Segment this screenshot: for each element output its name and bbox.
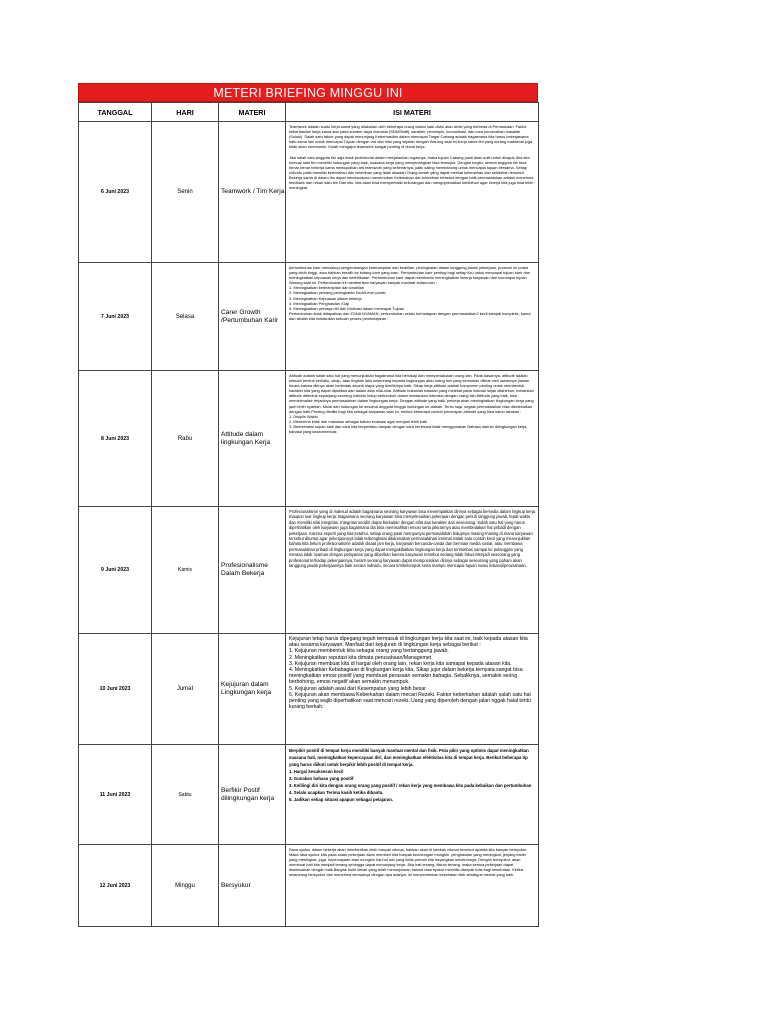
row-content: pertumbuhan karir mencakup pengembangan keterampilan dan keahlian, peningkatan dalam tanggung jawab pekerjaan, promosi ke posisi yang lebih tinggi, atau bahkan beralih ke bidang karir yang baru. Pertumbuhan karir penting bagi setiap Kru untuk mencapai tujuan karir dan meningkatkan kepuasan kerja dan keterlibatan. Pertumbuhan karir dapat membantu meningkatkan kinerja karyawan dan mencapai tujuan Warung saat ini. Pertumbuhan ini memberikan karyawan banyak manfaat antara lain : 1. Meningkatkan keterampilan dan keahlian 2. Meningkatkan peluang peningkatan Karir/Level posisi 3. Meningkatkan Kepuasan dalam bekerja 4. Meningkatkan Penghasilan /Gaji 5. Meningkatkan percaya diri dan Motivasi dalam mencapai Tujuan Pertumbuhan tidak didapatkan dari ZONA NYAMAN, pertumbuhan selalu berhadapan dengan permasalahan2 kecil sampai kompleks, karna dari situlah kita melakukan sebuah proses pembelajaran. xyxy=(286,263,539,371)
row-content: Attitude adalah salah satu hal yang menunjukkan bagaimana kita bersikap dan memperlakukan orang lain. Pada dasarnya, attitude adalah sebuah bentuk perilaku, sikap, atau tingkah laku seseorang kepada lingkungan atau orang lain yang kemudian dilihat oleh lawannya (lawan bicara bahwa dirinya akan bertindak seperti siapa yang dimilikinya baik. Sikap kerja attitude adalah komponen penting untuk membentuk karakter kita yang dapat dijadikan dari dalam atau nilai-nilai. Attitude bukanlah bawaan yang melekat pada individu sejak dilahirkan, melainkan attitude dibentuk sepanjang seorang individu hidup bertumbuh dalam melakukan interaksi dengan orang lain.Attitude yang baik, bisa meminimalisir terjadinya permasalahan dalam lingkungan kerja. Dengan attitude yang baik, pekerja akan meningkatkan lingkungan kerja yang jauh lebih nyaman. Mulai dari hubungan ke sesama anggota hingga hubungan ke atasan. Tentu saja, segala permasalahan bisa diselesaikan dengan baik.Penting dimiliki bagi kita sebagai karyawan saat ini, berikut beberapa contoh penerapan attitude yang bisa kamu lakukan : 1. Disiplin Waktu 2. Menerima kritik dan masukan sebagai bahan evaluasi agar menjadi lebih baik 3. Berinteraksi sopan baik dari cara kita berperilaku tampak dengan cara berbicara tidak menggunakan Bahasa daerah dilingkungan kerja, bahasa yang kasar/mencak xyxy=(286,371,539,507)
briefing-table xyxy=(78,102,539,927)
row-topic: Berfikir Postif dilingkungan kerja xyxy=(219,745,286,845)
row-day: Rabu xyxy=(152,371,219,507)
table-row xyxy=(79,634,539,745)
row-content: Berpikir positif di tempat kerja memiliki banyak manfaat mental dan fisik. Pola pikir yang optimis dapat meningkatkan suasana hati, meningkatkan kepercayaan diri, dan meningkatkan efektivitas kita di tempat kerja. Berikut beberapa tip yang harus diikuti untuk berpikir lebih positif di tempat kerja. 1. Hargai kesuksesan kecil 2. Gunakan bahasa yang positif 3. Kelilingi diri kita dengan orang orang yang positif / rekan kerja yang membawa kita pada kebaikan dan pertumbuhan 4. Selalu ucapkan Terima kasih ketika dibantu. 5. Jadikan setiap situasi apapun sebagai pelajaran. xyxy=(286,745,539,845)
row-date: 10 Juni 2023 xyxy=(79,634,152,745)
row-topic: Carer Growth /Pertumbuhan Karir xyxy=(219,263,286,371)
table-row xyxy=(79,122,539,263)
table-row xyxy=(79,745,539,845)
sheet-title: METERI BRIEFING MINGGU INI xyxy=(78,83,538,102)
row-day: Senin xyxy=(152,122,219,263)
row-content: Rasa syukur dalam bekerja akan memberikan lebih banyak nikmat, bahkan akan di tambah nikmat tersebut apabila kita banyak bersyukur. Maka rasa syukur kita pada suatu pekerjaan akan memberi kita banyak keuntungan mungkin penghasilan yang meningkat, jenjang karier yang meningkat, juga kepercayaan atau mungkin hal-hal lain yang tidak pernah kita bayangkan sebelumnya. Dengan bersyukur, akan membuat hati kita menjadi tenang sehingga dapat menunjang kerja. Jika hati tenang, fikiran tenang, maka semua pekerjaan dapat diselesaikan dengan baik.Banyak bukti ilmiah yang telah menunjukkan bahwa rasa syukur memiliki dampak luas bagi kesehatan. Ketika seseorang bersyukur dan menerima semuanya dengan apa adanya, ini mencerminkan kesehatan fisik sekaligus mental yang baik. xyxy=(286,845,539,927)
row-content: Kejujuran tetap harus dipegang teguh termasuk di lingkungan kerja kita saat ini, baik kepada atasan kita atau sesama karyawan. Manfaat dari kejujuran di lingkungan kerja sebagai berikut : 1. Kejujuran membentuk kita sebagai orang yang bertanggung jawab. 2. Meningkatkan reputasi kita dimata perusahaan/Managemet 3. Kejujuran membuat kita di hargai oleh orang lain, rekan kerja kita samapai kepada atasan kita. 4. Meningkatkan Kebahagiaan di lingkungan kerja kita, Sikap jujur dalam bekerja ternyata sangat bisa meningkatkan emosi positif yang membuat perasaan semakin bahagia. Sebaliknya, semakin sering berbohong, emosi negatif akan semakin menumpuk. 5. Kejujuran adalah awal dari Kesempatan yang lebih besar 6. Kejujuran akan membawa Keberkahan dalam mecari Rezeki. Faktor keberkahan adalah salah satu hal penting yang wajib diperhatikan saat mencari rezeki. Uang yang diperoleh dengan jalan nggak halal tentu kurang berkah. xyxy=(286,634,539,745)
row-content: Profesionalisme yang di maksud adalah bagaimana seorang karyawan bisa menempatkan dirinya sebagai bersedia dalam lingkup kerja maupun luar lingkup kerja. Bagaimana seorang karyawan bisa menyelesaikan pekerjaan dengan penuh tanggung jawab, tepat waktu dan memiliki nilai integritas. Integritas sendiri dapat berkaitan dengan sifat dan karakter dari seseorang. Salah satu hal yang harus diperhatikan oleh karyawan juga bagaimana dia bisa memisahkan emosi serta pikirannya atau membedakan hal pribadi dengan pekerjaan. Karena seperti yang kita ketahui, setiap orang pasti mempunyai permasalahan hidupnya masing-masing di mana karyawan tersebut dituntut agar pekerjaannya tidak terbengkalai dikarenakan permasalahan internal.Salah satu contoh kecil yang menunjukkan bahwa kita belum profesionalisme adalah disaat jam kerja, karyawan bercanda-canda dan bermain media sosial, atau membawa permasalahan pribadi di lingkungan kerja yang dapat mengakibatkan lingkungan kerja dan teriminbas sampai ke pelanggan yang merasa tidak nyaman dengan pelayanan yang diberikan karena karyawan tersebut sedang tidak fokus.Menjadi seseorang yang profesional terhadap pekerjaannya, berarti seorang karyawan dapat memposisikan dirinya sebagai seseorang yang paham akan tanggung jawab pekerjaannya baik secara individu, secara tim/kelompok serta mampu mencapai tujuan suatu instansi/perusahaan. xyxy=(286,507,539,634)
header-tanggal: TANGGAL xyxy=(79,103,152,122)
header-hari: HARI xyxy=(152,103,219,122)
row-topic: Bersyukur xyxy=(219,845,286,927)
row-day: Jumat xyxy=(152,634,219,745)
row-day: Minggu xyxy=(152,845,219,927)
table-header-row xyxy=(79,103,539,122)
table-row xyxy=(79,845,539,927)
table-row xyxy=(79,507,539,634)
briefing-sheet xyxy=(78,83,538,927)
table-row xyxy=(79,263,539,371)
row-topic: Profesionalisme Dalam Bekerja xyxy=(219,507,286,634)
row-content: Teamwork adalah suatu kerja sama yang dilakukan oleh beberapa orang dalam satu divisi atau divisi yang berbeda di Perusahaan. Faktor keberhasilan kerja sama ada pada sumber daya manusia (SDM/Staff), karakter, pemimpin, komunikasi, dan cara pemecahan masalah (Solusi). Salah satu faktor yang dapat menunjang Keberhasilan dalam mencapai Target Cabang adalah bagaimana kita harus bekerjasama satu sama lain untuk mencapai Tujuan dengan visi dan misi yang sejalan dengan Warung saat ini.Kerja sama tim yang kurang maksimal juga tidak akan membantu. Kulah mengapa teamwork sangat penting di dunia kerja. Jika salah satu anggota tim saja tidak profesional dalam menjalankan tugasnya, maka tujuan Cabang pasti akan sulit untuk dicapai.Jika kita semua/ satu tim memiliki hubungan yang baik, suasana kerja yang menyenangkan bisa terwujud. Dengan begitu, semua anggota tim bisa benar-benar bekerja sama mewujudkan arti teamwork yang sebenarnya, yaitu saling membahung untuk mencapai tujuan bersama. Setiap individu pasti memiliki kelemahan dan kelebihan yang tidak disadari Orang lantah yang dapat melihat kelemahan dan kelebihan tersebut. Bekerja sama di dalam tim dapat membantumu menemukan Kelemahan dan kelebihan tersebut dengan baik permasalahan adalah menerima feedback dari rekan satu tim Dan situ, kita akan bisa memperbaiki kekurangan dan mengoptimalkan kelebihan agar kinerja kita juga bisa lebih meningkat. xyxy=(286,122,539,263)
row-date: 8 Juni 2023 xyxy=(79,371,152,507)
row-topic: Teamwork / Tim Kerja xyxy=(219,122,286,263)
row-date: 7 Juni 2023 xyxy=(79,263,152,371)
row-day: Sabtu xyxy=(152,745,219,845)
header-materi: MATERI xyxy=(219,103,286,122)
row-day: Selasa xyxy=(152,263,219,371)
row-date: 12 Juni 2023 xyxy=(79,845,152,927)
row-topic: Kejujuran dalam Lingkungan kerja xyxy=(219,634,286,745)
row-date: 6 Juni 2023 xyxy=(79,122,152,263)
header-isi-materi: ISI MATERI xyxy=(286,103,539,122)
row-date: 9 Juni 2023 xyxy=(79,507,152,634)
row-day: Kamis xyxy=(152,507,219,634)
table-row xyxy=(79,371,539,507)
row-date: 11 Juni 2023 xyxy=(79,745,152,845)
row-topic: Attitude dalam lingkungan Kerja xyxy=(219,371,286,507)
